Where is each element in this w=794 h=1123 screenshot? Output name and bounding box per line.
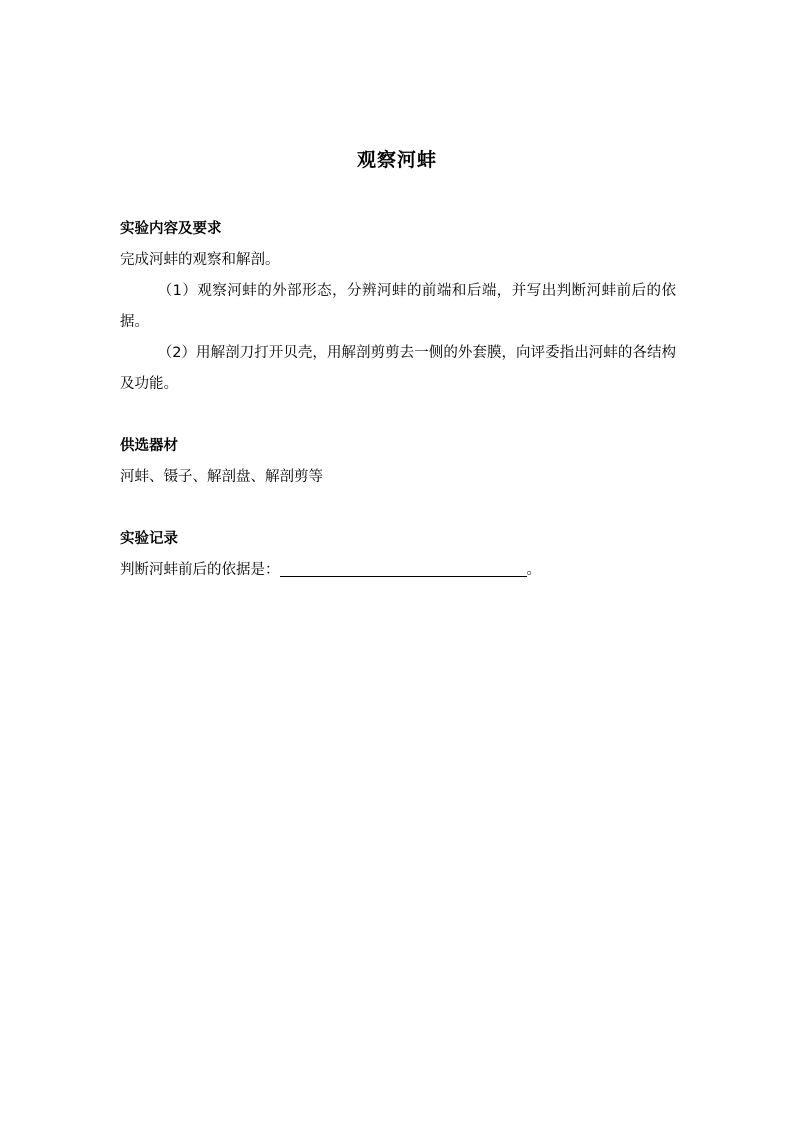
content-intro: 完成河蚌的观察和解剖。 [120, 252, 280, 268]
spacer [120, 400, 676, 431]
materials-list: 河蚌、镊子、解剖盘、解剖剪等 [120, 469, 323, 485]
record-line [120, 555, 676, 586]
document-body [120, 214, 676, 586]
section-heading-materials: 供选器材 [120, 438, 178, 454]
page-title: 观察河蚌 [356, 149, 437, 171]
content-item-1: （1）观察河蚌的外部形态，分辨河蚌的前端和后端，并写出判断河蚌前后的依据。 [120, 283, 676, 330]
spacer [120, 493, 676, 524]
record-end-mark: 。 [526, 562, 541, 578]
content-item-2: （2）用解剖刀打开贝壳，用解剖剪剪去一侧的外套膜，向评委指出河蚌的各结构及功能。 [120, 345, 676, 392]
record-prompt: 判断河蚌前后的依据是： [120, 562, 280, 578]
section-heading-record: 实验记录 [120, 531, 178, 547]
answer-blank[interactable] [280, 558, 527, 577]
section-heading-content: 实验内容及要求 [120, 221, 222, 237]
